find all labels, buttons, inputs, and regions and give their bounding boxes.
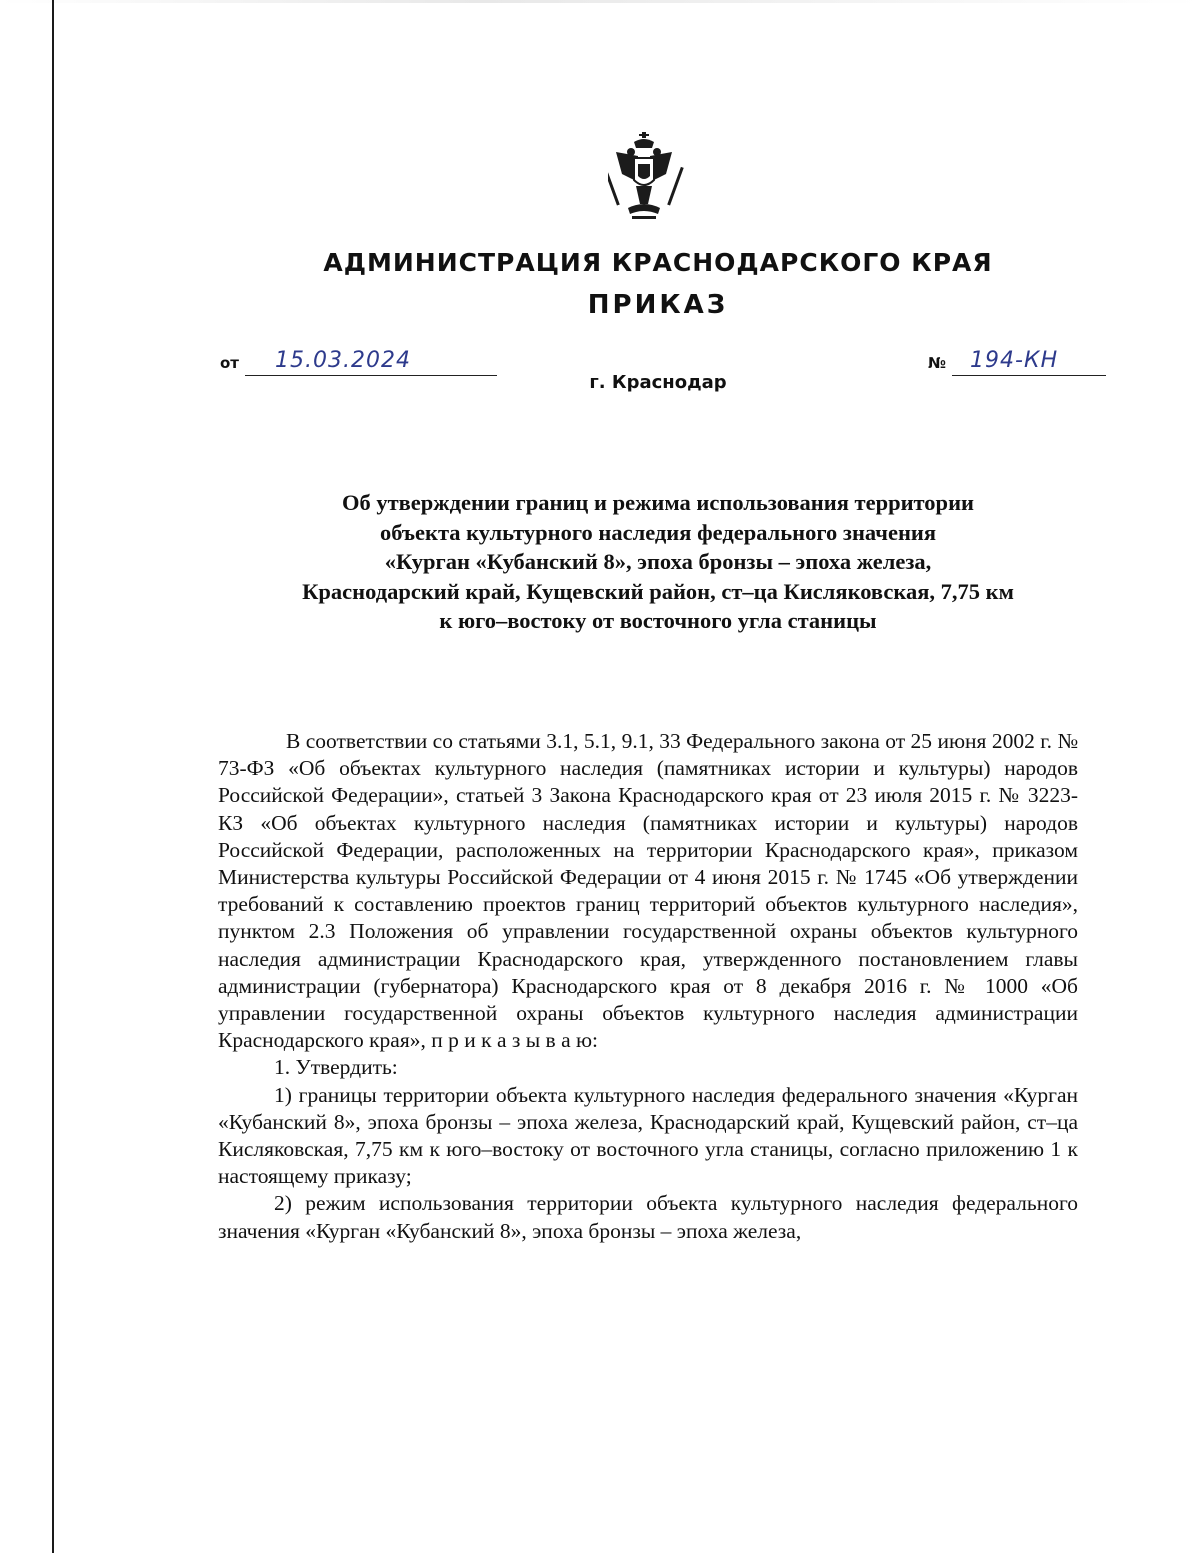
city: г. Краснодар bbox=[589, 372, 727, 393]
sub-item-1: 1) границы территории объекта культурного наследия федерального значения «Курган «Кубанский 8», эпоха бронзы – эпоха железа, Краснодарский край, Кущевский район, ст–ца Кисляковская, 7,75 км к юго–востоку от восточного угла станицы, согласно приложению 1 к настоящему приказу; bbox=[218, 1082, 1078, 1189]
number-prefix: № bbox=[928, 354, 947, 372]
document-body bbox=[218, 728, 1078, 1245]
scan-top-shadow bbox=[0, 0, 1200, 3]
preamble-paragraph bbox=[218, 728, 1078, 1054]
title-line: к юго–востоку от восточного угла станицы bbox=[439, 608, 877, 634]
handwritten-number: 194-КН bbox=[970, 348, 1059, 373]
order-word: п р и к а з ы в а ю: bbox=[431, 1028, 599, 1053]
sub-item-2: 2) режим использования территории объекта культурного наследия федерального значения «Курган «Кубанский 8», эпоха бронзы – эпоха железа, bbox=[218, 1191, 1078, 1243]
organization-name: АДМИНИСТРАЦИЯ КРАСНОДАРСКОГО КРАЯ bbox=[323, 248, 993, 277]
preamble-text: В соответствии со статьями 3.1, 5.1, 9.1, 33 Федерального закона от 25 июня 2002 г. № 73-ФЗ «Об объектах культурного наследия (памятниках истории и культуры) народов Российской Федерации», статьей 3 Закона Краснодарского края от 23 июля 2015 г. № 3223-КЗ «Об объектах культурного наследия (памятниках истории и культуры) народов Российской Федерации, расположенных на территории Краснодарского края», приказом Министерства культуры Российской Федерации от 4 июня 2015 г. № 1745 «Об утверждении требований к составлению проектов границ территорий объектов культурного наследия», пунктом 2.3 Положения об управлении государственной охраны объектов культурного наследия администрации Краснодарского края, утвержденного постановлением главы администрации (губернатора) Краснодарского края от 8 декабря 2016 г. № 1000 «Об управлении государственной охраны объектов культурного наследия администрации Краснодарского края», bbox=[218, 729, 1078, 1053]
title-line: Об утверждении границ и режима использования территории bbox=[341, 490, 975, 515]
document-title bbox=[190, 488, 1126, 636]
document-type: ПРИКАЗ bbox=[587, 290, 729, 320]
number-field bbox=[928, 342, 1106, 376]
date-field bbox=[220, 342, 497, 376]
item-1: 1. Утвердить: bbox=[274, 1055, 398, 1080]
coat-of-arms-icon bbox=[608, 130, 688, 222]
title-line: «Курган «Кубанский 8», эпоха бронзы – эпоха железа, bbox=[384, 549, 932, 575]
title-line: объекта культурного наследия федерального значения bbox=[379, 519, 937, 545]
title-line: Краснодарский край, Кущевский район, ст–ца Кисляковская, 7,75 км bbox=[302, 578, 1014, 604]
scan-left-edge bbox=[52, 0, 54, 1553]
date-prefix: от bbox=[220, 354, 239, 372]
handwritten-date: 15.03.2024 bbox=[275, 348, 411, 373]
